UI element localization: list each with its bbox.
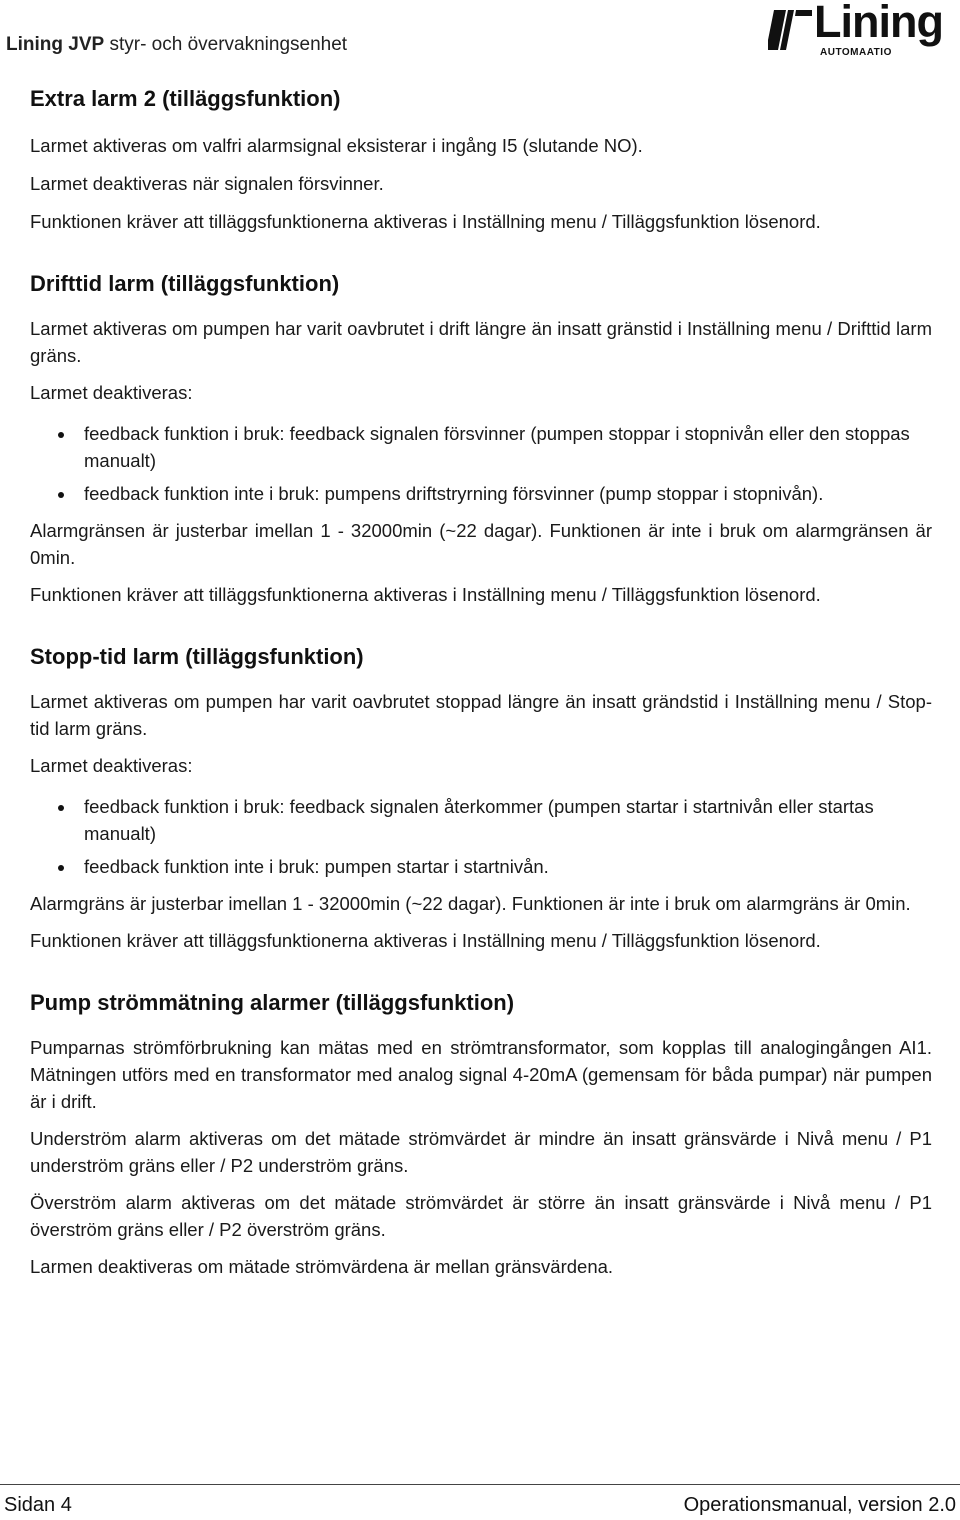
paragraph: Larmet aktiveras om valfri alarmsignal eksisterar i ingång I5 (slutande NO).	[30, 135, 643, 156]
bullet-list	[30, 420, 932, 507]
page-header	[0, 0, 960, 62]
list-item: feedback funktion inte i bruk: pumpens driftstryrning försvinner (pump stoppar i stopnivån).	[84, 480, 932, 507]
paragraph: Funktionen kräver att tilläggsfunktionerna aktiveras i Inställning menu / Tilläggsfunktion lösenord.	[30, 211, 821, 232]
bullet-list	[30, 793, 932, 880]
section-heading: Stopp-tid larm (tilläggsfunktion)	[30, 644, 364, 669]
logo-wordmark: Lining	[814, 0, 943, 47]
logo-subtitle: AUTOMAATIO	[820, 47, 892, 58]
page-number: Sidan 4	[4, 1494, 72, 1516]
paragraph: Pumparnas strömförbrukning kan mätas med en strömtransformator, som kopplas till analogingången AI1. Mätningen utförs med en transformator med analog signal 4-20mA (gemensam för båda pumpar) när pumpen är i drift.	[30, 1037, 932, 1112]
lining-logo	[768, 2, 958, 62]
paragraph: Funktionen kräver att tilläggsfunktionerna aktiveras i Inställning menu / Tilläggsfunktion lösenord.	[30, 930, 821, 951]
list-item: feedback funktion i bruk: feedback signalen återkommer (pumpen startar i startnivån eller startas manualt)	[84, 793, 932, 847]
paragraph: Underström alarm aktiveras om det mätade strömvärdet är mindre än insatt gränsvärde i Nivå menu / P1 underström gräns eller / P2 underström gräns.	[30, 1128, 932, 1176]
list-item: feedback funktion i bruk: feedback signalen försvinner (pumpen stoppar i stopnivån eller den stoppas manualt)	[84, 420, 932, 474]
section-heading: Pump strömmätning alarmer (tilläggsfunktion)	[30, 990, 515, 1015]
document-title-bold: Lining JVP	[6, 34, 105, 55]
manual-version: Operationsmanual, version 2.0	[683, 1494, 956, 1516]
paragraph: Larmet deaktiveras:	[30, 382, 193, 403]
paragraph: Larmet aktiveras om pumpen har varit oavbrutet i drift längre än insatt gränstid i Inställning menu / Drifttid larm gräns.	[30, 318, 932, 366]
section-drifttid-larm	[30, 269, 932, 608]
footer-divider	[0, 1484, 960, 1485]
list-item: feedback funktion inte i bruk: pumpen startar i startnivån.	[84, 853, 932, 880]
paragraph: Larmet deaktiveras:	[30, 755, 193, 776]
section-heading: Drifttid larm (tilläggsfunktion)	[30, 271, 340, 296]
paragraph: Larmet aktiveras om pumpen har varit oavbrutet stoppad längre än insatt grändstid i Inställning menu / Stop-tid larm gräns.	[30, 691, 932, 739]
logo-stripes-icon	[768, 6, 812, 50]
document-title-rest: styr- och övervakningsenhet	[104, 34, 348, 55]
paragraph: Funktionen kräver att tilläggsfunktionerna aktiveras i Inställning menu / Tilläggsfunktion lösenord.	[30, 584, 821, 605]
paragraph: Alarmgräns är justerbar imellan 1 - 32000min (~22 dagar). Funktionen är inte i bruk om alarmgräns är 0min.	[30, 893, 911, 914]
paragraph: Larmet deaktiveras när signalen försvinner.	[30, 173, 384, 194]
paragraph: Larmen deaktiveras om mätade strömvärdena är mellan gränsvärdena.	[30, 1256, 614, 1277]
page-content	[30, 84, 932, 1280]
section-extra-larm	[30, 84, 932, 235]
paragraph: Överström alarm aktiveras om det mätade strömvärdet är större än insatt gränsvärde i Nivå menu / P1 överström gräns eller / P2 överström gräns.	[30, 1192, 932, 1240]
paragraph: Alarmgränsen är justerbar imellan 1 - 32000min (~22 dagar). Funktionen är inte i bruk om alarmgränsen är 0min.	[30, 520, 932, 568]
section-stopptid-larm	[30, 642, 932, 954]
section-heading: Extra larm 2 (tilläggsfunktion)	[30, 86, 341, 111]
section-pump-strommatning	[30, 988, 932, 1280]
document-title	[6, 34, 347, 56]
